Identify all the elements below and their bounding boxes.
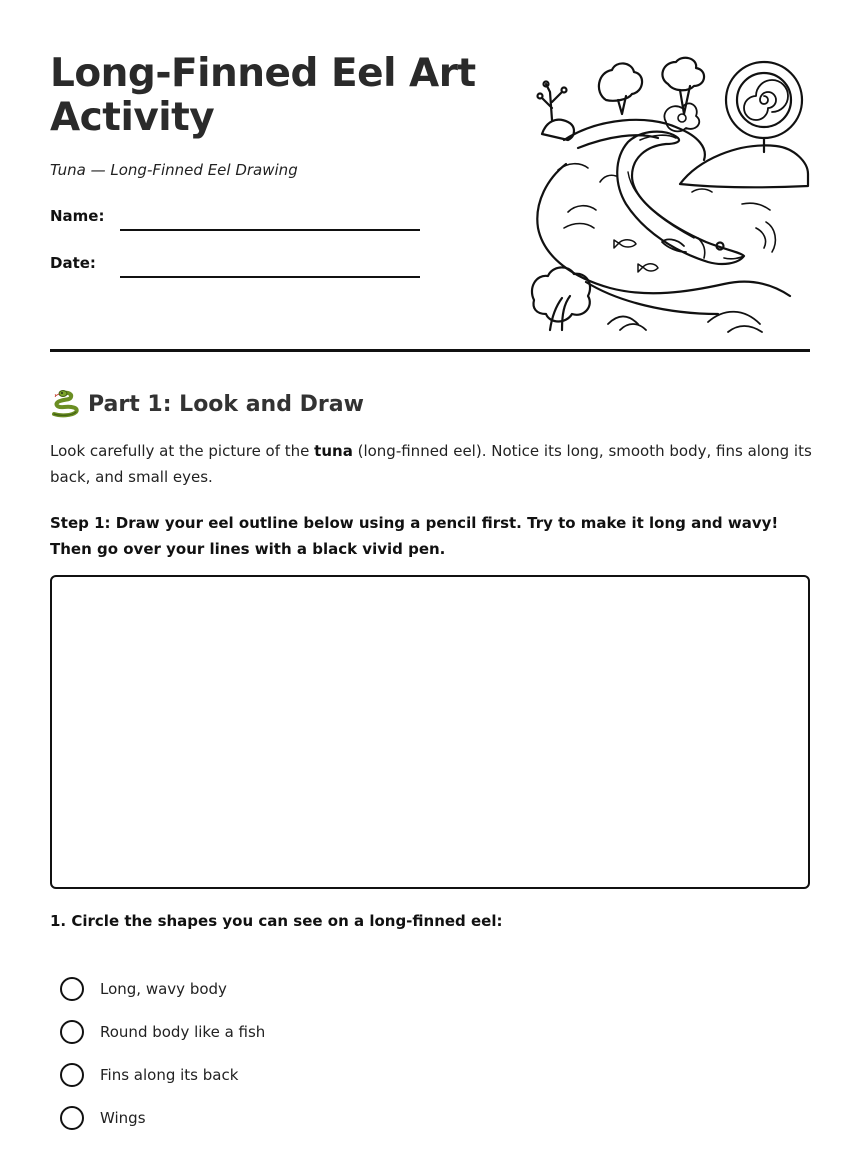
small-fish-icon xyxy=(638,264,658,272)
name-field[interactable] xyxy=(120,229,420,231)
option-label: Fins along its back xyxy=(100,1066,239,1084)
rock-icon xyxy=(680,145,808,187)
bush-icon xyxy=(532,267,590,321)
option-round-body[interactable] xyxy=(60,1019,265,1045)
section-heading-label: Part 1: Look and Draw xyxy=(88,391,364,417)
step-1-instructions: Step 1: Draw your eel outline below using a pencil first. Try to make it long and wavy! Then go over your lines with a black vivid pen. xyxy=(50,514,779,558)
page-title: Long-Finned Eel Art Activity xyxy=(50,51,476,140)
option-long-wavy-body[interactable] xyxy=(60,976,227,1002)
radio-circle[interactable] xyxy=(60,1063,84,1087)
radio-circle[interactable] xyxy=(60,1106,84,1130)
drawing-area[interactable] xyxy=(50,575,810,889)
intro-text-end: (long-finned eel). Notice its long, smooth body, fins along its back, and small eyes. xyxy=(50,442,812,486)
eel-in-river-illustration xyxy=(528,52,812,336)
radio-circle[interactable] xyxy=(60,977,84,1001)
date-label: Date: xyxy=(50,254,96,272)
radio-circle[interactable] xyxy=(60,1020,84,1044)
intro-text-bold: tuna xyxy=(314,442,353,460)
section-heading-part1 xyxy=(50,390,364,418)
date-field[interactable] xyxy=(120,276,420,278)
small-fish-icon xyxy=(614,240,636,248)
option-fins-along-back[interactable] xyxy=(60,1062,238,1088)
tree-icon xyxy=(599,63,642,100)
name-label: Name: xyxy=(50,207,105,225)
option-label: Round body like a fish xyxy=(100,1023,266,1041)
question-1-prompt: 1. Circle the shapes you can see on a long-finned eel: xyxy=(50,912,503,930)
option-wings[interactable] xyxy=(60,1105,146,1131)
tree-icon xyxy=(662,58,704,91)
intro-text-start: Look carefully at the picture of the xyxy=(50,442,315,460)
snake-icon xyxy=(50,390,80,418)
page-subtitle: Tuna — Long-Finned Eel Drawing xyxy=(50,161,298,179)
option-label: Wings xyxy=(100,1109,146,1127)
intro-paragraph xyxy=(50,438,820,490)
header-divider xyxy=(50,349,810,352)
option-label: Long, wavy body xyxy=(100,980,227,998)
